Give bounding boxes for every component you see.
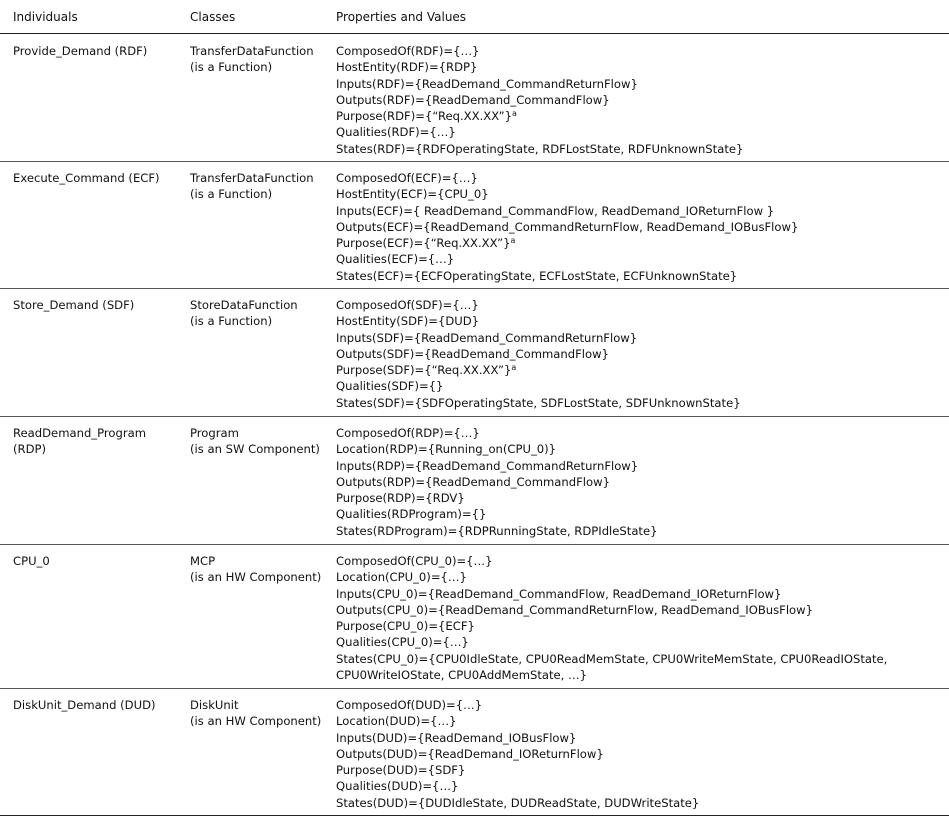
individual-abbrev: (RDP) [13, 442, 47, 457]
property-line: Outputs(RDF)={ReadDemand_CommandFlow} [336, 92, 610, 107]
class-kind: (is an SW Component) [190, 442, 320, 457]
bottom-rule [0, 815, 949, 816]
class-kind: (is an HW Component) [190, 714, 322, 729]
individual-cell [13, 425, 181, 458]
class-cell [190, 297, 330, 330]
class-name: StoreDataFunction [190, 298, 298, 312]
property-line [336, 362, 944, 378]
header-classes: Classes [190, 10, 236, 24]
property-line: Outputs(ECF)={ReadDemand_CommandReturnFlow, ReadDemand_IOBusFlow} [336, 219, 799, 234]
property-line: States(CPU_0)={CPU0IdleState, CPU0ReadMemState, CPU0WriteMemState, CPU0ReadIOState, [336, 651, 888, 666]
header-rule [0, 33, 949, 34]
property-line: Location(DUD)={…} [336, 714, 457, 729]
properties-cell [336, 697, 944, 811]
property-line [336, 108, 944, 124]
property-line: Purpose(CPU_0)={ECF} [336, 619, 475, 634]
property-line: Inputs(ECF)={ ReadDemand_CommandFlow, ReadDemand_IOReturnFlow } [336, 203, 775, 218]
class-cell [190, 697, 330, 730]
property-line: Qualities(SDF)={} [336, 379, 444, 394]
individual-cell [13, 553, 181, 569]
property-line: Outputs(CPU_0)={ReadDemand_CommandReturnFlow, ReadDemand_IOBusFlow} [336, 602, 814, 617]
property-line: ComposedOf(RDF)={…} [336, 44, 480, 58]
property-line: HostEntity(SDF)={DUD} [336, 314, 480, 329]
row-divider [0, 161, 949, 162]
header-properties: Properties and Values [336, 10, 467, 24]
individual-cell [13, 297, 181, 313]
class-name: DiskUnit [190, 698, 239, 712]
property-line: Purpose(DUD)={SDF} [336, 763, 466, 778]
property-line: Inputs(DUD)={ReadDemand_IOBusFlow} [336, 730, 577, 745]
property-purpose: Purpose(ECF)={“Req.XX.XX”} [336, 236, 511, 251]
header-individuals: Individuals [13, 10, 78, 24]
individual-name: Provide_Demand (RDF) [13, 44, 148, 58]
property-line: States(DUD)={DUDIdleState, DUDReadState, DUDWriteState} [336, 795, 700, 810]
individual-cell [13, 697, 181, 713]
property-purpose: Purpose(SDF)={“Req.XX.XX”} [336, 363, 512, 378]
row-divider [0, 416, 949, 417]
properties-cell [336, 553, 944, 683]
footnote-marker: a [511, 363, 517, 373]
property-line: Qualities(RDF)={…} [336, 125, 456, 140]
individual-cell [13, 43, 181, 59]
property-line: ComposedOf(RDP)={…} [336, 426, 480, 440]
row-divider [0, 288, 949, 289]
individual-name: ReadDemand_Program [13, 426, 147, 440]
class-cell [190, 553, 330, 586]
individual-name: DiskUnit_Demand (DUD) [13, 698, 156, 712]
property-line: States(RDF)={RDFOperatingState, RDFLostState, RDFUnknownState} [336, 141, 744, 156]
class-kind: (is a Function) [190, 60, 273, 75]
property-line: ComposedOf(ECF)={…} [336, 171, 478, 185]
property-line: Outputs(RDP)={ReadDemand_CommandFlow} [336, 474, 610, 489]
property-line: ComposedOf(DUD)={…} [336, 698, 483, 712]
property-line: Outputs(DUD)={ReadDemand_IOReturnFlow} [336, 746, 604, 761]
property-line: Qualities(CPU_0)={…} [336, 635, 469, 650]
properties-cell [336, 297, 944, 411]
property-line: Outputs(SDF)={ReadDemand_CommandFlow} [336, 346, 609, 361]
property-line: Inputs(RDF)={ReadDemand_CommandReturnFlow} [336, 76, 638, 91]
footnote-marker: a [510, 236, 516, 246]
class-cell [190, 170, 330, 203]
class-kind: (is an HW Component) [190, 570, 322, 585]
class-name: TransferDataFunction [190, 44, 314, 58]
property-line: Inputs(CPU_0)={ReadDemand_CommandFlow, ReadDemand_IOReturnFlow} [336, 586, 782, 601]
property-purpose: Purpose(RDF)={“Req.XX.XX”} [336, 109, 513, 124]
class-name: Program [190, 426, 239, 440]
property-line: States(SDF)={SDFOperatingState, SDFLostState, SDFUnknownState} [336, 395, 741, 410]
properties-cell [336, 170, 944, 284]
property-line: CPU0WriteIOState, CPU0AddMemState, …} [336, 668, 588, 683]
property-line: HostEntity(RDF)={RDP} [336, 60, 478, 75]
class-kind: (is a Function) [190, 314, 273, 329]
property-line: States(ECF)={ECFOperatingState, ECFLostState, ECFUnknownState} [336, 268, 738, 283]
property-line: Inputs(RDP)={ReadDemand_CommandReturnFlow} [336, 458, 639, 473]
class-cell [190, 43, 330, 76]
property-line: Qualities(RDProgram)={} [336, 507, 487, 522]
row-divider [0, 544, 949, 545]
individual-cell [13, 170, 181, 186]
property-line: Qualities(ECF)={…} [336, 252, 455, 267]
individual-name: Store_Demand (SDF) [13, 298, 135, 312]
property-line: Purpose(RDP)={RDV} [336, 491, 465, 506]
class-name: MCP [190, 554, 216, 568]
class-cell [190, 425, 330, 458]
individual-name: Execute_Command (ECF) [13, 171, 160, 185]
property-line: ComposedOf(CPU_0)={…} [336, 554, 493, 568]
property-line: Location(CPU_0)={…} [336, 570, 467, 585]
property-line: States(RDProgram)={RDPRunningState, RDPIdleState} [336, 523, 658, 538]
row-divider [0, 688, 949, 689]
property-line: Qualities(DUD)={…} [336, 779, 459, 794]
property-line: Inputs(SDF)={ReadDemand_CommandReturnFlow} [336, 330, 638, 345]
property-line: Location(RDP)={Running_on(CPU_0)} [336, 442, 557, 457]
property-line [336, 235, 944, 251]
footnote-marker: a [512, 109, 517, 119]
individual-name: CPU_0 [13, 554, 50, 568]
class-name: TransferDataFunction [190, 171, 314, 185]
properties-cell [336, 43, 944, 157]
property-line: ComposedOf(SDF)={…} [336, 298, 479, 312]
class-kind: (is a Function) [190, 187, 273, 202]
property-line: HostEntity(ECF)={CPU_0} [336, 187, 489, 202]
properties-cell [336, 425, 944, 539]
